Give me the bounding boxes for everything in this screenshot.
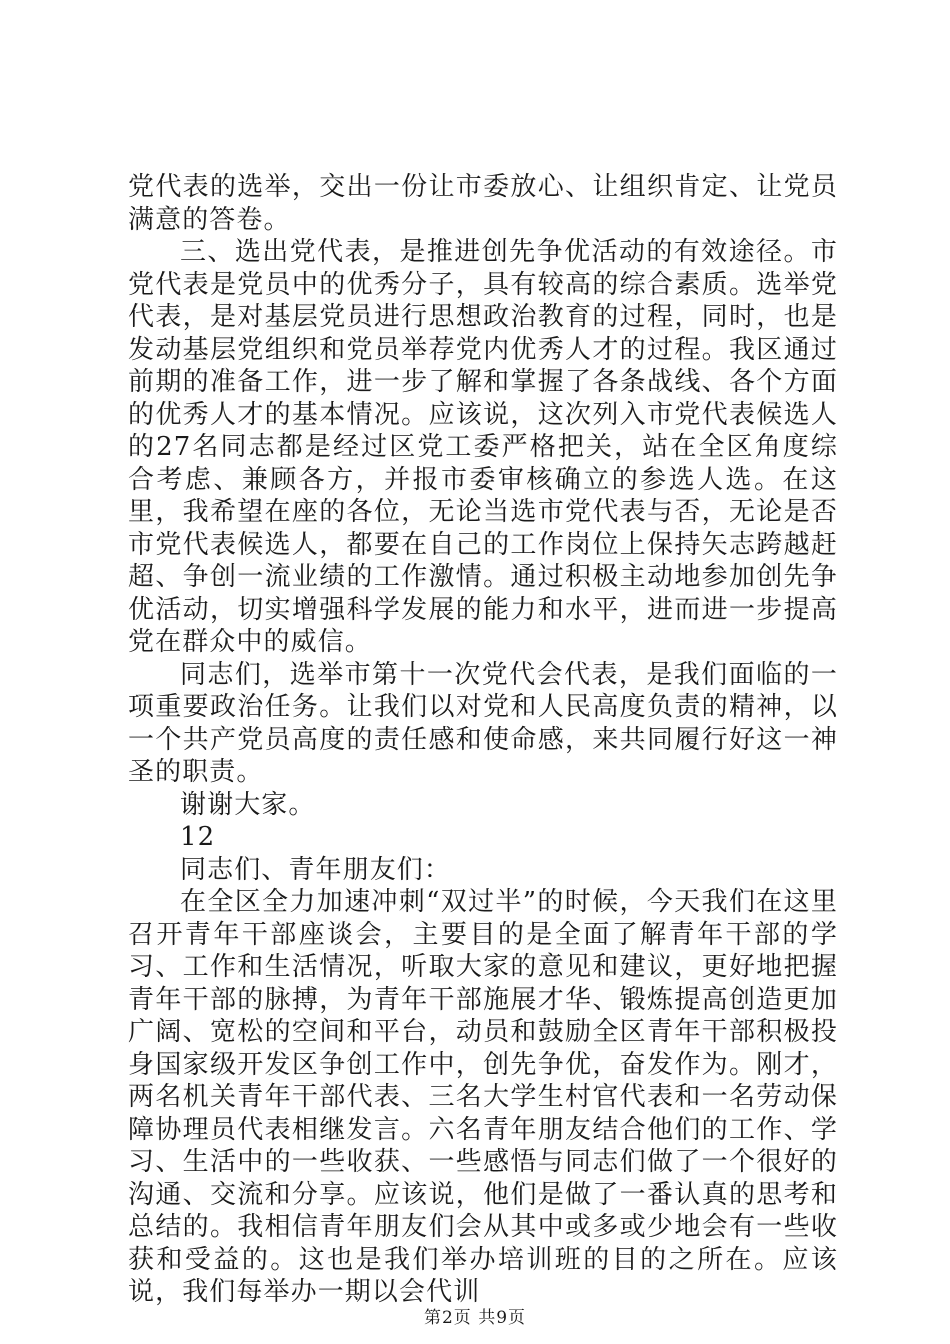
paragraph-6: 同志们、青年朋友们：	[180, 854, 452, 885]
paragraph-4: 谢谢大家。	[180, 789, 316, 820]
paragraph-3: 同志们，选举市第十一次党代会代表，是我们面临的一项重要政治任务。让我们以对党和人民高度负责的精神，以一个共产党员高度的责任感和使命感，来共同履行好这一神圣的职责。	[128, 659, 838, 787]
paragraph-2: 三、选出党代表，是推进创先争优活动的有效途径。市党代表是党员中的优秀分子，具有较高的综合素质。选举党代表，是对基层党员进行思想政治教育的过程，同时，也是发动基层党组织和党员举荐党内优秀人才的过程。我区通过前期的准备工作，进一步了解和掌握了各条战线、各个方面的优秀人才的基本情况。应该说，这次列入市党代表候选人的27名同志都是经过区党工委严格把关，站在全区角度综合考虑、兼顾各方，并报市委审核确立的参选人选。在这里，我希望在座的各位，无论当选市党代表与否，无论是否市党代表候选人，都要在自己的工作岗位上保持矢志跨越赶超、争创一流业绩的工作激情。通过积极主动地参加创先争优活动，切实增强科学发展的能力和水平，进而进一步提高党在群众中的威信。	[128, 237, 838, 657]
paragraph-5: 12	[180, 822, 216, 852]
paragraph-7: 在全区全力加速冲刺“双过半”的时候，今天我们在这里召开青年干部座谈会，主要目的是全面了解青年干部的学习、工作和生活情况，听取大家的意见和建议，更好地把握青年干部的脉搏，为青年干部施展才华、锻炼提高创造更加广阔、宽松的空间和平台，动员和鼓励全区青年干部积极投身国家级开发区争创工作中，创先争优，奋发作为。刚才，两名机关青年干部代表、三名大学生村官代表和一名劳动保障协理员代表相继发言。六名青年朋友结合他们的工作、学习、生活中的一些收获、一些感悟与同志们做了一个很好的沟通、交流和分享。应该说，他们是做了一番认真的思考和总结的。我相信青年朋友们会从其中或多或少地会有一些收获和受益的。这也是我们举办培训班的目的之所在。应该说，我们每举办一期以会代训	[128, 887, 838, 1307]
document-body	[128, 171, 838, 1309]
paragraph-1: 党代表的选举，交出一份让市委放心、让组织肯定、让党员满意的答卷。	[128, 172, 838, 235]
page-footer: 第2页 共9页	[423, 1308, 527, 1328]
